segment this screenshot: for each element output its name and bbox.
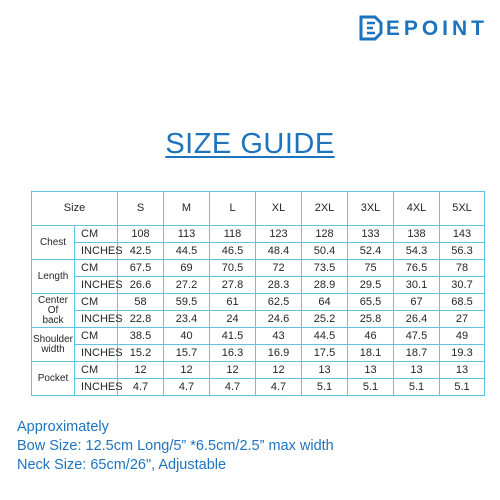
table-row — [32, 311, 485, 328]
measurement-label — [32, 362, 75, 396]
value-cell: 13 — [348, 362, 394, 379]
value-cell: 4.7 — [164, 379, 210, 396]
value-cell: 19.3 — [440, 345, 485, 362]
value-cell: 50.4 — [302, 243, 348, 260]
value-cell: 28.9 — [302, 277, 348, 294]
value-cell: 4.7 — [210, 379, 256, 396]
brand-name: EPOINT — [385, 16, 488, 40]
measurement-label-line: back — [42, 314, 64, 326]
value-cell: 58 — [118, 294, 164, 311]
value-cell: 17.5 — [302, 345, 348, 362]
value-cell: 27.8 — [210, 277, 256, 294]
value-cell: 18.7 — [394, 345, 440, 362]
value-cell: 138 — [394, 226, 440, 243]
size-header-cell: S — [118, 192, 164, 226]
value-cell: 26.6 — [118, 277, 164, 294]
table-row — [32, 260, 485, 277]
value-cell: 22.8 — [118, 311, 164, 328]
measurement-label — [32, 328, 75, 362]
size-notes — [17, 418, 334, 475]
unit-label: INCHES — [75, 277, 118, 294]
value-cell: 40 — [164, 328, 210, 345]
value-cell: 16.3 — [210, 345, 256, 362]
value-cell: 15.2 — [118, 345, 164, 362]
value-cell: 73.5 — [302, 260, 348, 277]
value-cell: 42.5 — [118, 243, 164, 260]
size-header-row — [32, 192, 485, 226]
table-row — [32, 226, 485, 243]
table-row — [32, 345, 485, 362]
value-cell: 67.5 — [118, 260, 164, 277]
value-cell: 26.4 — [394, 311, 440, 328]
value-cell: 12 — [164, 362, 210, 379]
measurement-label-line: width — [41, 343, 65, 355]
value-cell: 23.4 — [164, 311, 210, 328]
table-row — [32, 379, 485, 396]
size-header-label: Size — [32, 192, 118, 226]
size-header-cell: 4XL — [394, 192, 440, 226]
value-cell: 56.3 — [440, 243, 485, 260]
value-cell: 28.3 — [256, 277, 302, 294]
size-header-cell: M — [164, 192, 210, 226]
unit-label: INCHES — [75, 243, 118, 260]
value-cell: 43 — [256, 328, 302, 345]
value-cell: 52.4 — [348, 243, 394, 260]
value-cell: 44.5 — [164, 243, 210, 260]
value-cell: 12 — [210, 362, 256, 379]
unit-label: CM — [75, 294, 118, 311]
value-cell: 4.7 — [256, 379, 302, 396]
value-cell: 72 — [256, 260, 302, 277]
value-cell: 24 — [210, 311, 256, 328]
value-cell: 143 — [440, 226, 485, 243]
brand-logo — [358, 13, 488, 43]
value-cell: 5.1 — [394, 379, 440, 396]
value-cell: 15.7 — [164, 345, 210, 362]
value-cell: 12 — [256, 362, 302, 379]
value-cell: 118 — [210, 226, 256, 243]
bracket-e-logo-icon — [358, 15, 384, 41]
value-cell: 41.5 — [210, 328, 256, 345]
measurement-label — [32, 226, 75, 260]
value-cell: 133 — [348, 226, 394, 243]
value-cell: 49 — [440, 328, 485, 345]
value-cell: 61 — [210, 294, 256, 311]
value-cell: 5.1 — [348, 379, 394, 396]
unit-label: INCHES — [75, 379, 118, 396]
size-header-cell: 3XL — [348, 192, 394, 226]
unit-label: CM — [75, 362, 118, 379]
value-cell: 69 — [164, 260, 210, 277]
value-cell: 24.6 — [256, 311, 302, 328]
measurement-label-line: Shoulder — [32, 333, 74, 345]
measurement-label-line: Length — [37, 270, 69, 282]
value-cell: 4.7 — [118, 379, 164, 396]
value-cell: 16.9 — [256, 345, 302, 362]
value-cell: 48.4 — [256, 243, 302, 260]
value-cell: 5.1 — [302, 379, 348, 396]
measurement-label — [32, 260, 75, 294]
value-cell: 30.1 — [394, 277, 440, 294]
table-row — [32, 362, 485, 379]
value-cell: 113 — [164, 226, 210, 243]
unit-label: INCHES — [75, 311, 118, 328]
measurement-label-line: Of — [47, 304, 59, 316]
value-cell: 65.5 — [348, 294, 394, 311]
size-header-cell: 5XL — [440, 192, 485, 226]
value-cell: 18.1 — [348, 345, 394, 362]
note-bow-size: Bow Size: 12.5cm Long/5” *6.5cm/2.5” max width — [17, 438, 334, 454]
measurement-label-line: Pocket — [37, 372, 69, 384]
unit-label: INCHES — [75, 345, 118, 362]
value-cell: 68.5 — [440, 294, 485, 311]
unit-label: CM — [75, 260, 118, 277]
value-cell: 54.3 — [394, 243, 440, 260]
value-cell: 67 — [394, 294, 440, 311]
table-row — [32, 277, 485, 294]
value-cell: 44.5 — [302, 328, 348, 345]
value-cell: 13 — [394, 362, 440, 379]
value-cell: 46 — [348, 328, 394, 345]
value-cell: 38.5 — [118, 328, 164, 345]
size-header-cell: 2XL — [302, 192, 348, 226]
measurement-label-line: Center — [37, 294, 68, 306]
unit-label: CM — [75, 328, 118, 345]
value-cell: 64 — [302, 294, 348, 311]
value-cell: 75 — [348, 260, 394, 277]
table-row — [32, 294, 485, 311]
value-cell: 13 — [440, 362, 485, 379]
size-header-cell: XL — [256, 192, 302, 226]
page-title: SIZE GUIDE — [165, 128, 335, 160]
value-cell: 27.2 — [164, 277, 210, 294]
note-neck-size: Neck Size: 65cm/26", Adjustable — [17, 457, 227, 473]
value-cell: 123 — [256, 226, 302, 243]
note-approximately: Approximately — [17, 419, 109, 435]
value-cell: 29.5 — [348, 277, 394, 294]
value-cell: 30.7 — [440, 277, 485, 294]
value-cell: 27 — [440, 311, 485, 328]
value-cell: 25.2 — [302, 311, 348, 328]
value-cell: 128 — [302, 226, 348, 243]
value-cell: 76.5 — [394, 260, 440, 277]
value-cell: 47.5 — [394, 328, 440, 345]
value-cell: 78 — [440, 260, 485, 277]
value-cell: 12 — [118, 362, 164, 379]
value-cell: 108 — [118, 226, 164, 243]
measurement-label-line: Chest — [39, 236, 67, 248]
table-row — [32, 243, 485, 260]
value-cell: 46.5 — [210, 243, 256, 260]
unit-label: CM — [75, 226, 118, 243]
size-header-cell: L — [210, 192, 256, 226]
value-cell: 13 — [302, 362, 348, 379]
value-cell: 25.8 — [348, 311, 394, 328]
measurement-label — [32, 294, 75, 328]
value-cell: 70.5 — [210, 260, 256, 277]
size-chart-table — [31, 191, 485, 396]
value-cell: 5.1 — [440, 379, 485, 396]
value-cell: 59.5 — [164, 294, 210, 311]
table-row — [32, 328, 485, 345]
value-cell: 62.5 — [256, 294, 302, 311]
